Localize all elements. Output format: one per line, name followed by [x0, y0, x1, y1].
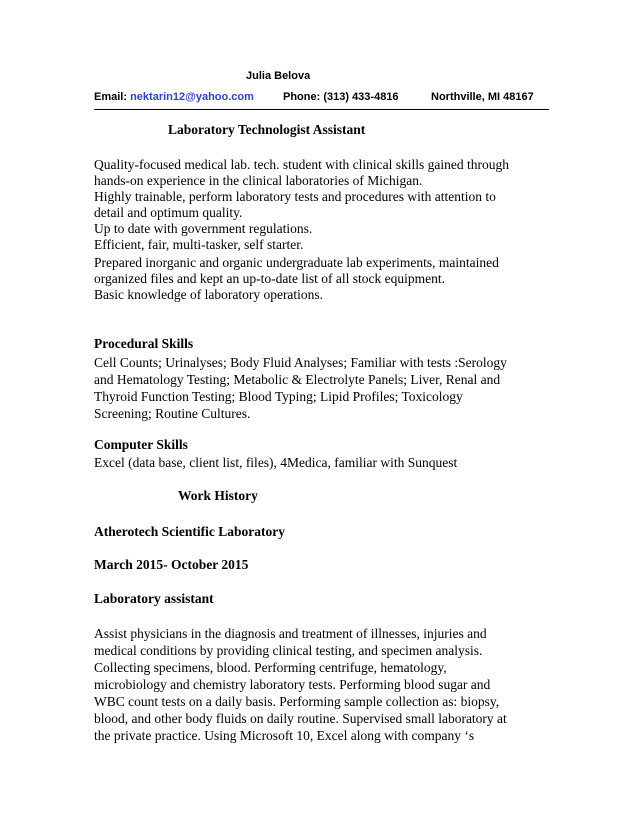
objective-line: Efficient, fair, multi-tasker, self starter. [94, 237, 304, 252]
objective-title: Laboratory Technologist Assistant [168, 122, 366, 137]
phone: Phone: (313) 433-4816 [283, 91, 399, 103]
objective-line: Highly trainable, perform laboratory tests and procedures with attention to [94, 189, 496, 204]
email-link[interactable]: nektarin12@yahoo.com [130, 91, 254, 103]
work-line: microbiology and chemistry laboratory tests. Performing blood sugar and [94, 677, 491, 692]
computer-skills-heading: Computer Skills [94, 437, 188, 452]
objective-line: Prepared inorganic and organic undergraduate lab experiments, maintained [94, 255, 499, 270]
objective-line: Basic knowledge of laboratory operations. [94, 287, 324, 302]
candidate-name: Julia Belova [246, 70, 311, 82]
procedural-line: and Hematology Testing; Metabolic & Electrolyte Panels; Liver, Renal and [94, 372, 501, 387]
procedural-line: Screening; Routine Cultures. [94, 406, 251, 421]
work-line: Collecting specimens, blood. Performing centrifuge, hematology, [94, 660, 447, 675]
company-name: Atherotech Scientific Laboratory [94, 524, 285, 539]
objective-line: organized files and kept an up-to-date list of all stock equipment. [94, 271, 446, 286]
work-line: the private practice. Using Microsoft 10, Excel along with company ‘s [94, 728, 475, 743]
email-group [94, 91, 254, 103]
procedural-skills-heading: Procedural Skills [94, 336, 194, 351]
header-divider [94, 109, 549, 110]
objective-line: hands-on experience in the clinical laboratories of Michigan. [94, 173, 423, 188]
work-line: blood, and other body fluids on daily routine. Supervised small laboratory at [94, 711, 507, 726]
objective-line: Quality-focused medical lab. tech. student with clinical skills gained through [94, 157, 510, 172]
work-history-heading: Work History [178, 488, 258, 503]
objective-line: detail and optimum quality. [94, 205, 243, 220]
work-line: Assist physicians in the diagnosis and treatment of illnesses, injuries and [94, 626, 487, 641]
computer-skills-line: Excel (data base, client list, files), 4Medica, familiar with Sunquest [94, 455, 458, 470]
employment-dates: March 2015- October 2015 [94, 557, 249, 572]
procedural-line: Cell Counts; Urinalyses; Body Fluid Analyses; Familiar with tests :Serology [94, 355, 507, 370]
procedural-line: Thyroid Function Testing; Blood Typing; Lipid Profiles; Toxicology [94, 389, 463, 404]
location: Northville, MI 48167 [431, 91, 534, 103]
job-position: Laboratory assistant [94, 591, 214, 606]
email-label: Email: [94, 91, 131, 103]
objective-line: Up to date with government regulations. [94, 221, 313, 236]
work-line: WBC count tests on a daily basis. Performing sample collection as: biopsy, [94, 694, 500, 709]
work-line: medical conditions by providing clinical testing, and specimen analysis. [94, 643, 483, 658]
